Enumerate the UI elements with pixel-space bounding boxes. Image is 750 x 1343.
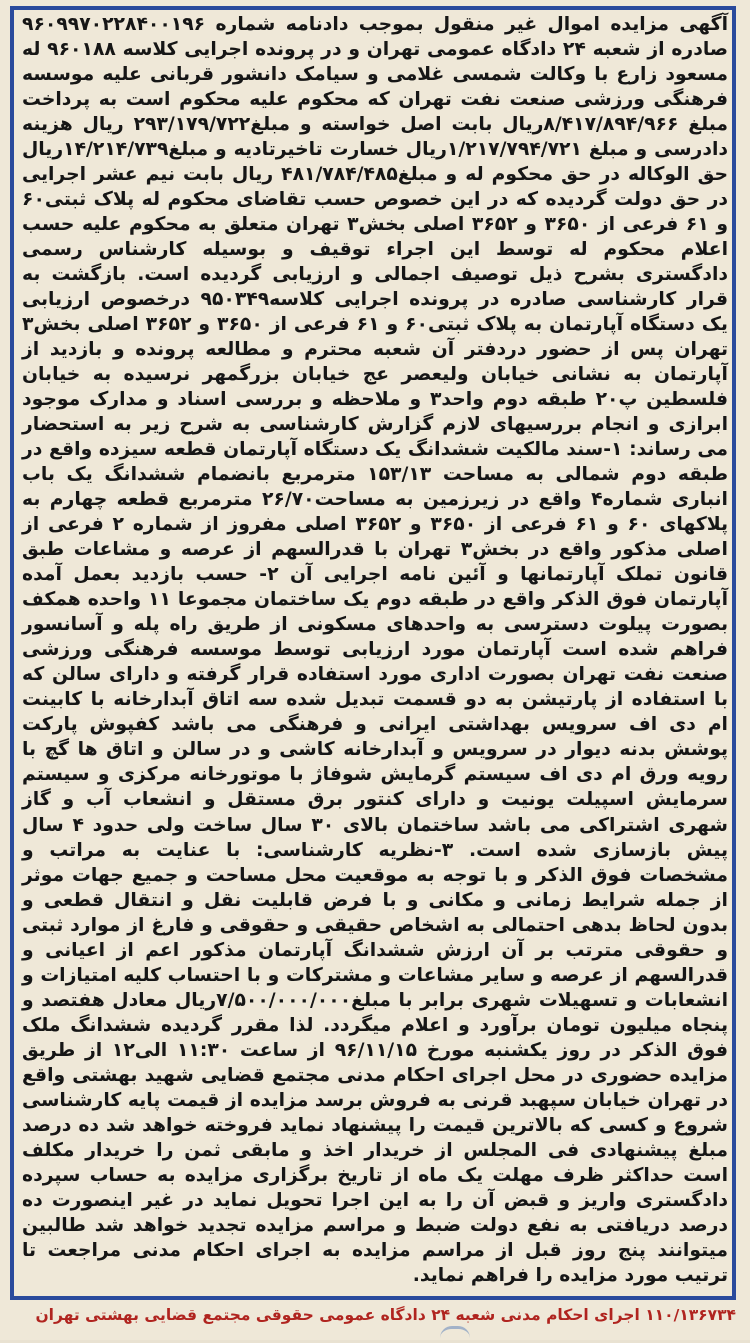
auction-notice — [22, 12, 728, 1288]
partial-stamp-mark — [440, 1326, 470, 1343]
notice-footer: ۱۱۰/۱۳۶۷۳۴ اجرای احکام مدنی شعبه ۲۴ دادگاه عمومی حقوقی مجتمع قضایی بهشتی تهران — [35, 1306, 736, 1324]
notice-body: آگهی مزایده اموال غیر منقول بموجب دادنامه شماره ۹۶۰۹۹۷۰۲۲۸۴۰۰۱۹۶ صادره از شعبه ۲۴ دادگاه عمومی تهران و در پرونده اجرایی کلاسه ۹۶۰۱۸۸ له مسعود زارع با وکالت شمسی غلامی و سیامک دانشور قربانی علیه موسسه فرهنگی ورزشی صنعت نفت تهران که محکوم علیه محکوم است به پرداخت مبلغ ۸/۴۱۷/۸۹۴/۹۶۶ریال بابت اصل خواسته و مبلغ۲۹۳/۱۷۹/۷۲۲ ریال هزینه دادرسی و مبلغ ۱/۲۱۷/۷۹۴/۷۲۱ریال خسارت تاخیرتادیه و مبلغ۱۴/۲۱۴/۷۳۹ریال حق الوکاله در حق محکوم له و مبلغ۴۸۱/۷۸۴/۴۸۵ ریال بابت نیم عشر اجرایی در حق دولت گردیده که در این خصوص حسب تقاضای محکوم له پلاک ثبتی۶۰ و ۶۱ فرعی از ۳۶۵۰ و ۳۶۵۲ اصلی بخش۳ تهران متعلق به محکوم علیه حسب اعلام محکوم له توسط این اجراء توقیف و بوسیله کارشناس رسمی دادگستری بشرح ذیل توصیف اجمالی و ارزیابی گردیده است. بازگشت به قرار کارشناسی صادره در پرونده اجرایی کلاسه۹۵۰۳۴۹ درخصوص ارزیابی یک دستگاه آپارتمان به پلاک ثبتی۶۰ و ۶۱ فرعی از ۳۶۵۰ و ۳۶۵۲ اصلی بخش۳ تهران پس از حضور دردفتر آن شعبه محترم و مطالعه پرونده و بازدید از آپارتمان به نشانی خیابان ولیعصر عج خیابان بزرگمهر نرسیده به خیابان فلسطین پ۲۰ طبقه دوم واحد۳ و ملاحظه و بررسی اسناد و مدارک موجود ابرازی و انجام بررسیهای لازم گزارش کارشناسی به شرح زیر به استحضار می رساند: ۱-سند مالکیت ششدانگ یک دستگاه آپارتمان قطعه سیزده واقع در طبقه دوم شمالی به مساحت ۱۵۳/۱۳ مترمربع بانضمام ششدانگ یک باب انباری شماره۴ واقع در زیرزمین به مساحت۲۶/۷۰ مترمربع قطعه چهارم به پلاکهای ۶۰ و ۶۱ فرعی از ۳۶۵۰ و ۳۶۵۲ اصلی مفروز از شماره ۲ فرعی از اصلی مذکور واقع در بخش۳ تهران با قدرالسهم از عرصه و مشاعات طبق قانون تملک آپارتمانها و آئین نامه اجرایی آن ۲- حسب بازدید بعمل آمده آپارتمان فوق الذکر واقع در طبقه دوم یک ساختمان مجموعا ۱۱ واحده همکف بصورت پیلوت دسترسی به واحدهای مسکونی از طریق راه پله و آسانسور فراهم شده است آپارتمان مورد ارزیابی توسط موسسه فرهنگی ورزشی صنعت نفت تهران بصورت اداری مورد استفاده قرار گرفته و دارای سالن که با استفاده از پارتیشن به دو قسمت تبدیل شده سه اتاق آبدارخانه با کابینت ام دی اف سرویس بهداشتی ایرانی و فرهنگی می باشد کفپوش پارکت پوشش بدنه دیوار در سرویس و آبدارخانه کاشی و در سالن و اتاق ها گچ با رویه ورق ام دی اف سیستم گرمایش شوفاژ با موتورخانه مرکزی و سیستم سرمایش اسپیلت یونیت و دارای کنتور برق مستقل و انشعاب آب و گاز شهری اشتراکی می باشد ساختمان بالای ۳۰ سال ساخت ولی حدود ۴ سال پیش بازسازی شده است. ۳-نظریه کارشناسی: با عنایت به مراتب و مشخصات فوق الذکر و با توجه به موقعیت محل مساحت و جمیع جهات موثر از جمله شرایط زمانی و مکانی و با فرض قابلیت نقل و انتقال قطعی و بدون لحاظ بدهی احتمالی به اشخاص حقیقی و حقوقی و فارغ از موارد ثبتی و حقوقی مترتب بر آن ارزش ششدانگ آپارتمان مذکور اعم از اعیانی و قدرالسهم از عرصه و سایر مشاعات و مشترکات و با احتساب کلیه امتیازات و انشعابات و تسهیلات شهری برابر با مبلغ۷/۵۰۰/۰۰۰/۰۰۰ریال معادل هفتصد و پنجاه میلیون تومان برآورد و اعلام میگردد. لذا مقرر گردیده ششدانگ ملک فوق الذکر در روز یکشنبه مورخ ۹۶/۱۱/۱۵ از ساعت ۱۱:۳۰ الی۱۲ از طریق مزایده حضوری در محل اجرای احکام مدنی مجتمع قضایی شهید بهشتی واقع در تهران خیابان سپهبد قرنی به فروش برسد مزایده از قیمت پایه کارشناسی شروع و کسی که بالاترین قیمت را پیشنهاد نماید فروخته خواهد شد ده درصد مبلغ پیشنهادی فی المجلس از خریدار اخذ و مابقی ثمن را خریدار مکلف است حداکثر ظرف مهلت یک ماه از تاریخ برگزاری مزایده به حساب سپرده دادگستری واریز و قبض آن را به این اجرا تحویل نماید در غیر اینصورت ده درصد دریافتی به نفع دولت ضبط و مراسم مزایده تجدید خواهد شد طالبین میتوانند پنج روز قبل از مراسم مزایده به اجرای احکام مدنی مراجعت تا ترتیب مورد مزایده را فراهم نماید. — [22, 14, 729, 1286]
footer-divider — [14, 1297, 736, 1299]
